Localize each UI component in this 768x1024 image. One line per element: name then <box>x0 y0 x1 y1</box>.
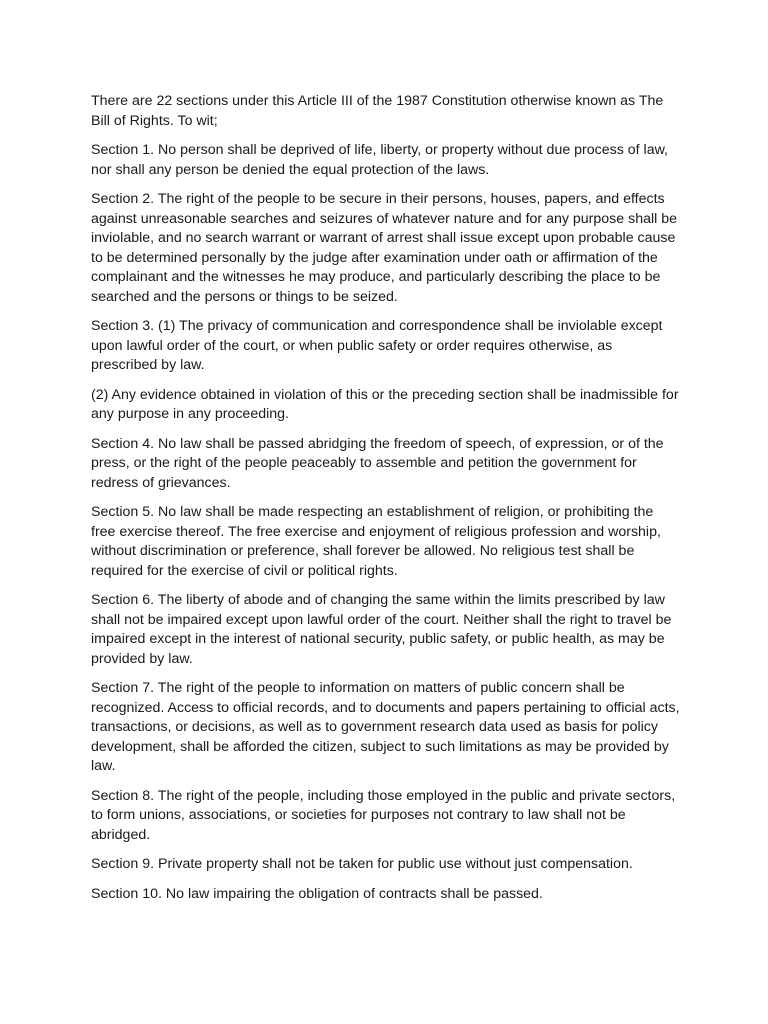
section-2-paragraph: Section 2. The right of the people to be secure in their persons, houses, papers, and effects against unreasonable searches and seizures of whatever nature and for any purpose shall be inviolable, and no search warrant or warrant of arrest shall issue except upon probable cause to be determined personally by the judge after examination under oath or affirmation of the complainant and the witnesses he may produce, and particularly describing the place to be searched and the persons or things to be seized. <box>91 191 678 305</box>
section-9-paragraph: Section 9. Private property shall not be taken for public use without just compensation. <box>91 856 633 872</box>
section-4-paragraph: Section 4. No law shall be passed abridging the freedom of speech, of expression, or of the press, or the right of the people peaceably to assemble and petition the government for redress of grievances. <box>91 435 664 491</box>
section-7-paragraph: Section 7. The right of the people to information on matters of public concern shall be recognized. Access to official records, and to documents and papers pertaining to official acts, transactions, or decisions, as well as to government research data used as basis for policy development, shall be afforded the citizen, subject to such limitations as may be provided by law. <box>91 680 680 774</box>
section-8-paragraph: Section 8. The right of the people, including those employed in the public and private sectors, to form unions, associations, or societies for purposes not contrary to law shall not be abridged. <box>91 787 676 843</box>
section-6-paragraph: Section 6. The liberty of abode and of changing the same within the limits prescribed by law shall not be impaired except upon lawful order of the court. Neither shall the right to travel be impaired except in the interest of national security, public safety, or public health, as may be provided by law. <box>91 592 672 667</box>
section-1-paragraph: Section 1. No person shall be deprived of life, liberty, or property without due process of law, nor shall any person be denied the equal protection of the laws. <box>91 142 669 178</box>
section-3-2-paragraph: (2) Any evidence obtained in violation of this or the preceding section shall be inadmissible for any purpose in any proceeding. <box>91 386 679 422</box>
section-10-paragraph: Section 10. No law impairing the obligation of contracts shall be passed. <box>91 885 543 902</box>
section-3-paragraph: Section 3. (1) The privacy of communication and correspondence shall be inviolable except upon lawful order of the court, or when public safety or order requires otherwise, as prescribed by law. <box>91 318 663 373</box>
document-page <box>91 92 681 914</box>
section-5-paragraph: Section 5. No law shall be made respecting an establishment of religion, or prohibiting the free exercise thereof. The free exercise and enjoyment of religious profession and worship, without discrimination or preference, shall forever be allowed. No religious test shall be required for the exercise of civil or political rights. <box>91 504 661 579</box>
intro-paragraph: There are 22 sections under this Article III of the 1987 Constitution otherwise known as The Bill of Rights. To wit; <box>91 93 664 129</box>
